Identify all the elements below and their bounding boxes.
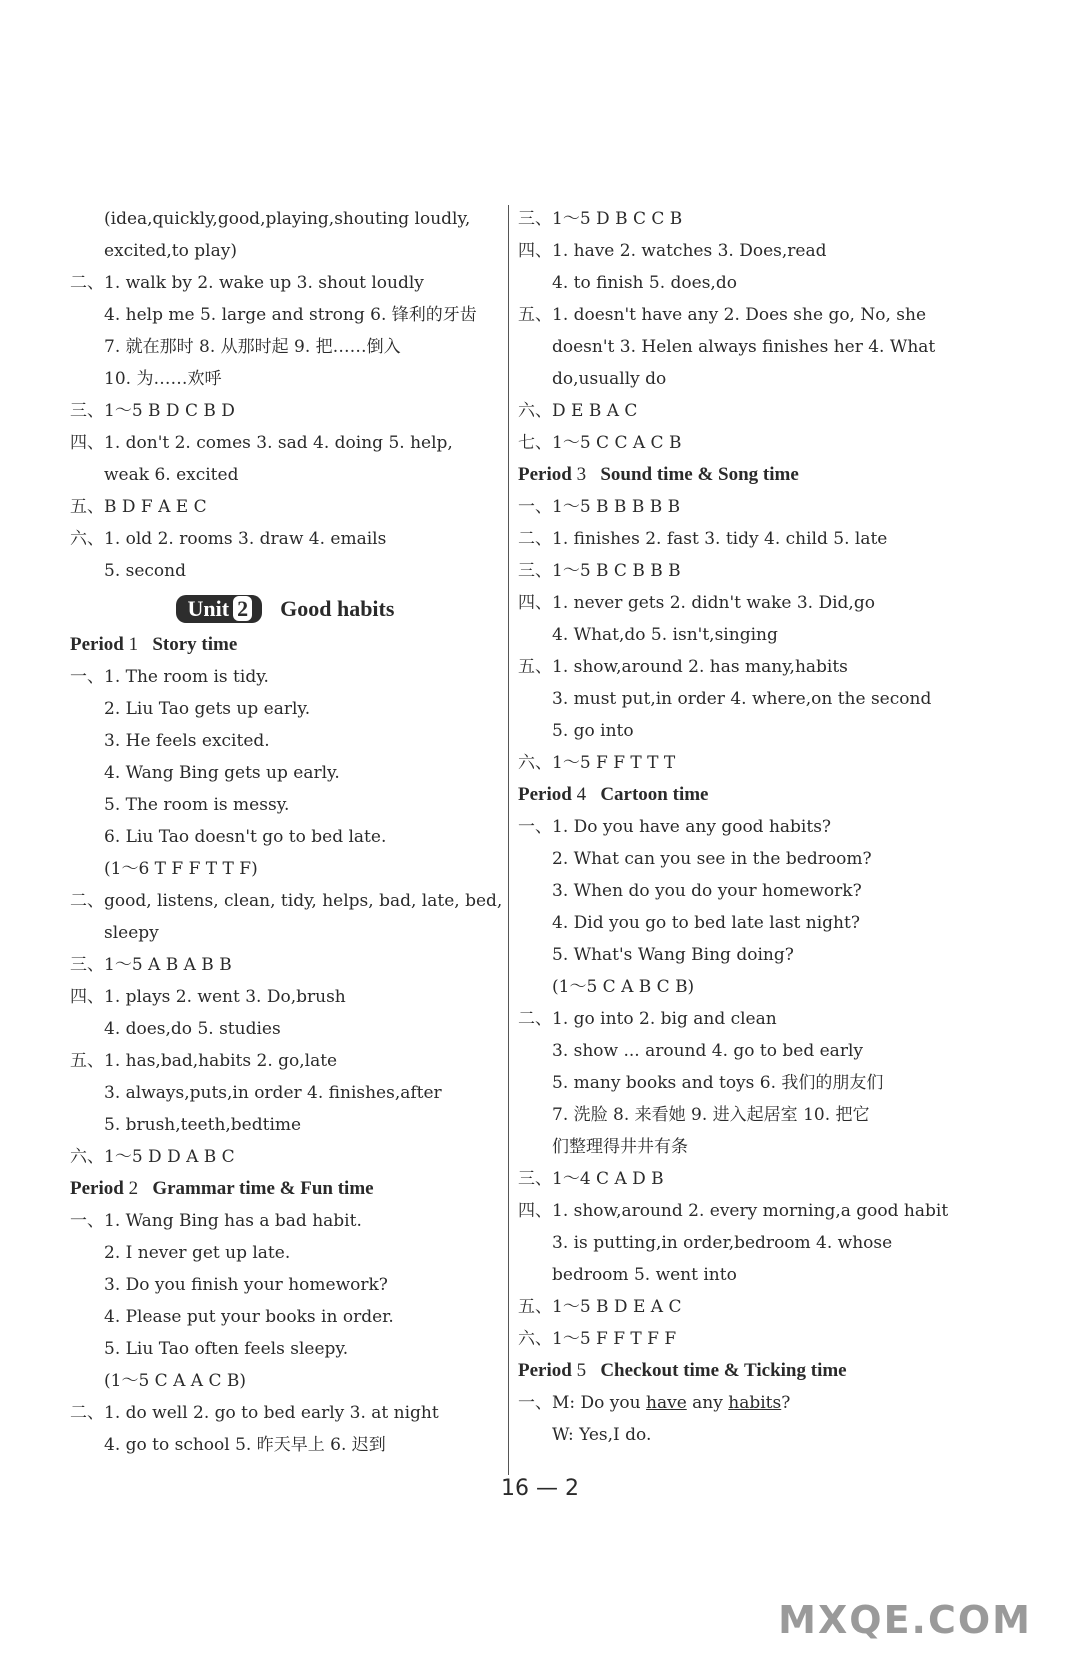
answer-line: 五、B D F A E C bbox=[70, 497, 207, 517]
answer-line: 5. second bbox=[104, 561, 186, 581]
left-column bbox=[70, 203, 503, 1461]
answer-line: 四、1. don't 2. comes 3. sad 4. doing 5. help, bbox=[70, 433, 453, 453]
answer-line: 2. Liu Tao gets up early. bbox=[104, 699, 311, 719]
answer-line: doesn't 3. Helen always finishes her 4. What bbox=[552, 337, 936, 357]
answer-line: 二、1. finishes 2. fast 3. tidy 4. child 5. late bbox=[518, 529, 888, 549]
answer-line: 六、D E B A C bbox=[518, 401, 638, 421]
answer-line: 六、1～5 D D A B C bbox=[70, 1147, 235, 1167]
period-heading: Period 2 Grammar time & Fun time bbox=[70, 1178, 374, 1199]
answer-line: 一、M: Do you have any habits? bbox=[518, 1393, 791, 1413]
answer-line: 一、1～5 B B B B B bbox=[518, 497, 681, 517]
answer-line: 一、1. Do you have any good habits? bbox=[518, 817, 832, 837]
answer-line: (idea,quickly,good,playing,shouting loudly, bbox=[104, 209, 471, 229]
answer-line: 3. Do you finish your homework? bbox=[104, 1275, 388, 1295]
answer-line: 4. Please put your books in order. bbox=[104, 1307, 394, 1327]
answer-line: 四、1. plays 2. went 3. Do,brush bbox=[70, 987, 346, 1007]
answer-line: 5. brush,teeth,bedtime bbox=[104, 1115, 302, 1135]
answer-line: 2. I never get up late. bbox=[104, 1243, 291, 1263]
answer-line: W: Yes,I do. bbox=[552, 1425, 652, 1445]
answer-line: 一、1. Wang Bing has a bad habit. bbox=[70, 1211, 362, 1231]
answer-line: weak 6. excited bbox=[104, 465, 239, 485]
unit-heading bbox=[70, 589, 500, 629]
answer-line: 6. Liu Tao doesn't go to bed late. bbox=[104, 827, 387, 847]
answer-line: 五、1. show,around 2. has many,habits bbox=[518, 657, 848, 677]
answer-line: 三、1～4 C A D B bbox=[518, 1169, 664, 1189]
answer-line: 五、1～5 B D E A C bbox=[518, 1297, 682, 1317]
period-heading: Period 5 Checkout time & Ticking time bbox=[518, 1360, 847, 1381]
unit-title: Good habits bbox=[280, 596, 395, 621]
answer-line: 六、1～5 F F T T T bbox=[518, 753, 676, 773]
answer-line: 4. does,do 5. studies bbox=[104, 1019, 281, 1039]
right-column bbox=[518, 203, 948, 1451]
answer-line: 七、1～5 C C A C B bbox=[518, 433, 682, 453]
answer-line: 四、1. show,around 2. every morning,a good habit bbox=[518, 1201, 949, 1221]
answer-line: 二、1. go into 2. big and clean bbox=[518, 1009, 777, 1029]
answer-line: (1～5 C A A C B) bbox=[104, 1371, 246, 1391]
answer-line: 4. What,do 5. isn't,singing bbox=[552, 625, 778, 645]
answer-line: 二、1. walk by 2. wake up 3. shout loudly bbox=[70, 273, 424, 293]
answer-line: 3. When do you do your homework? bbox=[552, 881, 862, 901]
unit-badge: Unit 2 bbox=[176, 595, 263, 623]
answer-line: 3. show ... around 4. go to bed early bbox=[552, 1041, 863, 1061]
answer-line: 二、good, listens, clean, tidy, helps, bad, late, bed, bbox=[70, 891, 503, 911]
answer-line: 10. 为……欢呼 bbox=[104, 369, 222, 389]
answer-line: bedroom 5. went into bbox=[552, 1265, 737, 1285]
answer-line: 三、1～5 D B C C B bbox=[518, 209, 683, 229]
answer-line: 六、1. old 2. rooms 3. draw 4. emails bbox=[70, 529, 387, 549]
answer-line: 一、1. The room is tidy. bbox=[70, 667, 269, 687]
answer-line: (1～5 C A B C B) bbox=[552, 977, 695, 997]
answer-line: 们整理得井井有条 bbox=[552, 1137, 688, 1157]
answer-line: 五、1. has,bad,habits 2. go,late bbox=[70, 1051, 338, 1071]
answer-line: sleepy bbox=[104, 923, 159, 943]
answer-line: (1～6 T F F T T F) bbox=[104, 859, 258, 879]
answer-line: 7. 就在那时 8. 从那时起 9. 把……倒入 bbox=[104, 337, 401, 357]
answer-line: excited,to play) bbox=[104, 241, 237, 261]
column-divider bbox=[508, 205, 509, 1475]
answer-line: 4. to finish 5. does,do bbox=[552, 273, 737, 293]
answer-line: 二、1. do well 2. go to bed early 3. at night bbox=[70, 1403, 439, 1423]
page-number: 16 — 2 bbox=[501, 1476, 579, 1501]
answer-line: 2. What can you see in the bedroom? bbox=[552, 849, 872, 869]
answer-line: 四、1. have 2. watches 3. Does,read bbox=[518, 241, 827, 261]
answer-line: 5. Liu Tao often feels sleepy. bbox=[104, 1339, 349, 1359]
answer-line: 4. Did you go to bed late last night? bbox=[552, 913, 860, 933]
period-heading: Period 3 Sound time & Song time bbox=[518, 464, 799, 485]
period-heading: Period 4 Cartoon time bbox=[518, 784, 709, 805]
answer-line: 4. go to school 5. 昨天早上 6. 迟到 bbox=[104, 1435, 386, 1455]
answer-line: 5. many books and toys 6. 我们的朋友们 bbox=[552, 1073, 884, 1093]
answer-line: do,usually do bbox=[552, 369, 667, 389]
answer-line: 3. He feels excited. bbox=[104, 731, 270, 751]
answer-line: 5. The room is messy. bbox=[104, 795, 290, 815]
period-heading: Period 1 Story time bbox=[70, 634, 238, 655]
answer-line: 5. go into bbox=[552, 721, 634, 741]
answer-line: 四、1. never gets 2. didn't wake 3. Did,go bbox=[518, 593, 875, 613]
answer-line: 三、1～5 B C B B B bbox=[518, 561, 681, 581]
answer-line: 3. must put,in order 4. where,on the second bbox=[552, 689, 932, 709]
watermark: MXQE.COM bbox=[778, 1598, 1032, 1642]
answer-line: 4. Wang Bing gets up early. bbox=[104, 763, 340, 783]
answer-line: 三、1～5 A B A B B bbox=[70, 955, 232, 975]
answer-line: 三、1～5 B D C B D bbox=[70, 401, 235, 421]
answer-line: 7. 洗脸 8. 来看她 9. 进入起居室 10. 把它 bbox=[552, 1105, 870, 1125]
answer-line: 5. What's Wang Bing doing? bbox=[552, 945, 794, 965]
answer-line: 3. is putting,in order,bedroom 4. whose bbox=[552, 1233, 893, 1253]
answer-line: 3. always,puts,in order 4. finishes,after bbox=[104, 1083, 442, 1103]
answer-line: 五、1. doesn't have any 2. Does she go, No, she bbox=[518, 305, 927, 325]
answer-line: 六、1～5 F F T F F bbox=[518, 1329, 677, 1349]
answer-line: 4. help me 5. large and strong 6. 锋利的牙齿 bbox=[104, 305, 477, 325]
